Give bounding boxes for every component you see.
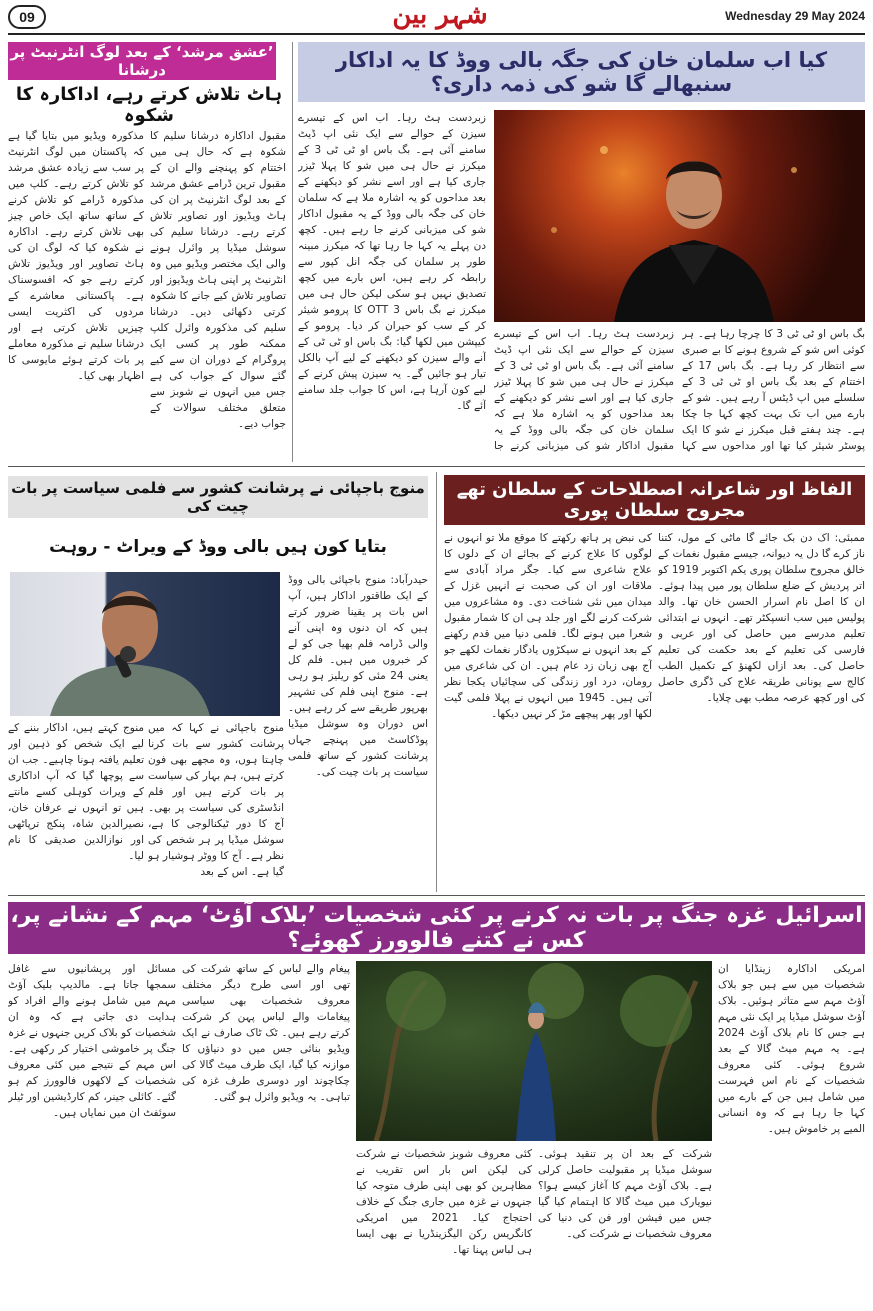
majrooh-body-left: کی نبض پر ہاتھ رکھتے کا موقع ملا تو انہوں نے لوگوں کا علاج کرنے کے بجائے ان کے دلوں کا علاج شاعری سے کیا۔ جگر مراد آبادی سے ملاقات اور ان کی صحبت نے انہیں غزل کے میدان میں نئی شناخت دی۔ وہ مشاعروں میں شرکت کرنے لگے اور جلد ہی ان کا شمار مقبول شعرا میں ہونے لگا۔ فلمی دنیا میں قدم رکھنے کے بعد انہوں نے سیکڑوں یادگار نغمات لکھے جو آج بھی زبان زد عام ہیں۔ ان کی شاعری میں رومان، درد اور زندگی کی سچائیاں یکجا نظر آتی ہیں۔ 1945 میں انہوں نے پہلا فلمی گیت لکھا اور پھر پیچھے مڑ کر نہیں دیکھا۔ [444,532,652,720]
salman-photo [494,110,865,322]
darshana-body-left: مقبول اداکارہ درشانا سلیم کا شکوہ ہے کہ حال ہی میں اختتام کو پہنچنے والے ان کے مقبول ترین ڈرامے عشق مرشد کے بعد لوگ انٹرنیٹ پر ان کی ہاٹ ویڈیوز اور تصاویر تلاش کرتے رہے۔ درشانا سلیم کی سوشل میڈیا پر وائرل ہونے والی ایک مختصر ویڈیو میں وہ انٹرنیٹ پر اپنی ہاٹ ویڈیوز اور تصاویر تلاش کیے جانے کا شکوہ کرتی دکھائی دیں۔ درشانا سلیم کی مذکورہ وائرل کلپ ممکنہ طور پر کسی ایک پروگرام کے دوران ان سے کیے گئے سوال کے جواب کی ہے جس میں انہوں نے شوبز سے متعلق مختلف سوالات کے جواب دیے۔ [150,130,286,430]
section-divider [8,466,865,467]
majrooh-body-right: ممبئی: اک دن بک جائے گا ماٹی کے مول، کتنا ناز کرے گا دل یہ دیوانہ، جیسے مقبول نغمات کے خالق مجروح سلطان پوری یکم اکتوبر 1919 کو اتر پردیش کے ضلع سلطان پور میں پیدا ہوئے۔ ان کا اصل نام اسرار الحسن خان تھا۔ والد پولیس میں سب انسپکٹر تھے۔ انہوں نے ابتدائی تعلیم مدرسے میں حاصل کی اور عربی و فارسی کی تعلیم کے بعد حکمت کی تعلیم حاصل کی۔ بعد ازاں لکھنؤ کے تکمیل الطب کالج سے یونانی طریقہ علاج کی ڈگری حاصل کی اور کچھ عرصہ مطب بھی چلایا۔ [658,532,865,704]
issue-date: Wednesday 29 May 2024 [725,9,865,23]
manoj-body-right: منوج کہتے ہیں، اداکار بننے کے لیے ایک شخص کو ذہین اور تعلیم یافتہ ہونا چاہیے۔ جب ان سے پوچھا گیا کہ آپ اداکاری کے ویرات کوہلی کسے مانتے ہیں تو انہوں نے عرفان خان، نصیرالدین شاہ، پنکج ترپاٹھی اور نوازالدین صدیقی کا نام لیا۔ [8,722,144,862]
darshana-body-right: مذکورہ ویڈیو میں بتایا گیا ہے کہ پاکستان میں لوگ انٹرنیٹ پر سب سے زیادہ عشق مرشد کو تلاش کرتے رہے۔ کلپ میں مذکورہ ڈرامے کو تلاش کرنے کے ساتھ ساتھ ایک خاص چیز بھی تلاش کرتے رہے۔ اداکارہ نے شکوہ کیا کہ لوگ ان کی ہاٹ تصاویر اور ویڈیوز تلاش کرتے رہے جو کہ افسوسناک ہے۔ پاکستانی معاشرے کے مردوں کی اکثریت ایسی چیزیں تلاش کرتی ہے اور درشانا سلیم نے مذکورہ معاملے پر بات کرتے ہوئے مایوسی کا اظہار بھی کیا۔ [8,130,144,382]
page-number: 09 [8,5,46,29]
masthead-title: شہر بین [392,0,488,30]
manoj-photo [10,572,280,716]
forest-illustration [356,961,712,1141]
column-divider [292,42,293,462]
column-divider [436,472,437,892]
manoj-top-headline: منوج باجپائی نے پرشانت کشور سے فلمی سیاست پر بات چیت کی [8,476,428,518]
manoj-body-mid: منوج باجپائی نے کہا کہ میں پرشانت کشور سے بات کرنا چاہتا ہوں، وہ مجھے بھی فون کرتے ہیں، ہم بہار کی سیاست پر بات کرتے ہیں اور فلم انڈسٹری کی سیاست پر بھی۔ آج کا دور ٹیکنالوجی کا ہے، سوشل میڈیا پر ہر شخص کی نظر ہے۔ آج کا ووٹر ہوشیار ہو گیا ہے۔ اس کے بعد [148,722,284,878]
section-divider [8,895,865,896]
metgala-photo [356,961,712,1141]
salman-body-right: بگ باس او ٹی ٹی 3 کا چرچا رہا ہے۔ ہر کوئی اس شو کے شروع ہونے کا بے صبری سے انتظار کر رہا ہے۔ بگ باس 17 کے اختتام کے بعد بگ باس او ٹی ٹی 3 کے سلسلے میں اپ ڈیٹس آ رہے ہیں۔ شو کے بارے میں اب تک بہت کچھ کہا جا چکا ہے۔ چند ہفتے قبل میکرز نے شو کا ایک پوسٹر شیئر کیا تھا اور مداحوں سے کہا [682,328,865,452]
manoj-illustration [10,572,280,716]
salman-headline: کیا اب سلمان خان کی جگہ بالی ووڈ کا یہ اداکار سنبھالے گا شو کی ذمہ داری؟ [298,42,865,102]
header-rule [8,33,865,35]
israel-body-col3: امریکی اداکارہ زینڈایا ان شخصیات میں سے ہیں جو بلاک آؤٹ مہم سے متاثر ہوئیں۔ بلاک آؤٹ سوشل میڈیا پر ایک نئی مہم ہے جس کا نام بلاک آؤٹ 2024 ہے۔ یہ مہم میٹ گالا کے بعد شروع ہوئی۔ کئی معروف شخصیات کے نام اس فہرست میں شامل ہیں جن کے بارے میں کہا جا رہا ہے کہ وہ انسانی المیے پر خاموش ہیں۔ [718,963,865,1135]
salman-body-bottom: زبردست ہٹ رہا۔ اب اس کے تیسرے سیزن کے حوالے سے ایک نئی اپ ڈیٹ سامنے آئی ہے۔ بگ باس او ٹی ٹی 3 کے میکرز نے حال ہی میں شو کا پہلا ٹیزر جاری کیا ہے اور اسے نشر کو دیکھنے کے بعد مداحوں کو یہ اشارہ ملا ہے کہ سلمان خان کی جگہ بالی ووڈ کے یہ مقبول اداکار شو کی میزبانی کرنے جا [494,328,674,452]
darshana-tag: ’عشق مرشد‘ کے بعد لوگ انٹرنیٹ پر درشانا [8,42,276,80]
israel-headline: اسرائیل غزہ جنگ پر بات نہ کرنے پر کئی شخصیات ’بلاک آؤٹ‘ مہم کے نشانے پر، کس نے کتنے فالوورز کھوئے؟ [8,902,865,954]
manoj-sub-headline: بتایا کون ہیں بالی ووڈ کے ویراٹ - روہت [49,536,387,557]
israel-under-photo-right: شرکت کے بعد ان پر تنقید ہوئی۔ سوشل میڈیا پر مقبولیت حاصل کرلی ہے۔ بلاک آؤٹ مہم کا آغاز کیسے ہوا؟ نیویارک میں میٹ گالا کا اہتمام کیا گیا جس میں فیشن اور فن کی دنیا کی معروف شخصیات نے شرکت کی۔ [538,1148,712,1240]
israel-body-col2: پیغام والے لباس کے ساتھ شرکت کی تھی اور اسی طرح دیگر مختلف معروف شخصیات بھی سیاسی پیغامات والے لباس پہن کر شرکت کرتے رہے ہیں۔ ٹک ٹاک صارف نے ایک ویڈیو بنائی جس میں دو دنیاؤں کا موازنہ کیا گیا، ایک طرف میٹ گالا کی چکاچوند اور دوسری طرف غزہ کی تباہی۔ یہ ویڈیو وائرل ہو گئی۔ [182,963,350,1103]
salman-illustration [494,110,865,322]
majrooh-headline: الفاظ اور شاعرانہ اصطلاحات کے سلطان تھے مجروح سلطان پوری [444,475,865,525]
darshana-headline: ہاٹ تلاش کرتے رہے، اداکارہ کا شکوہ [15,84,283,126]
israel-body-col1: مسائل اور پریشانیوں سے غافل سمجھا جاتا ہے۔ مالدیپ بلیک آؤٹ مہم میں شامل ہونے والے افراد کو ہدایت دی جاتی ہے کہ وہ ان شخصیات کو بلاک کریں جنہوں نے غزہ جنگ پر خاموشی اختیار کر رکھی ہے۔ اس مہم کے نتیجے میں کئی معروف شخصیات کے لاکھوں فالوورز کم ہو گئے۔ کائلی جینر، کم کارڈیشین اور ٹیلر سوئفٹ ان میں نمایاں ہیں۔ [8,963,176,1119]
manoj-body-left: حیدرآباد: منوج باجپائی بالی ووڈ کے ایک طاقتور اداکار ہیں، آپ اس بات پر یقینا ضرور کرتے ہیں کہ ان دنوں وہ اپنی آنے والی ڈرامہ فلم بھیا جی کو لے کر خبروں میں ہیں۔ فلم کل یعنی 24 مئی کو ریلیز ہو رہی ہے۔ منوج اپنی فلم کی تشہیر بھرپور طریقے سے کر رہے ہیں۔ اس دوران وہ سوشل میڈیا پوڈکاسٹ میں پہنچے جہاں پرشانت کشور کے ساتھ فلمی سیاست پر بات چیت کی۔ [288,574,428,778]
salman-body-left: زبردست ہٹ رہا۔ اب اس کے تیسرے سیزن کے حوالے سے ایک نئی اپ ڈیٹ سامنے آئی ہے۔ بگ باس او ٹی ٹی 3 کے میکرز نے حال ہی میں شو کا پہلا ٹیزر جاری کیا ہے اور اسے نشر کو دیکھنے کے بعد مداحوں کو یہ اشارہ ملا ہے کہ سلمان خان کی جگہ بالی ووڈ کے یہ مقبول اداکار شو کی میزبانی کرنے جا رہے ہیں۔ کچھ دن پہلے یہ کہا جا رہا تھا کہ میکرز مبینہ طور پر سلمان کی جگہ انل کپور سے رابطہ کر رہے ہیں، اس بارے میں کچھ تصدیق نہیں ہو سکی لیکن حال ہی میں میکرز نے بگ باس 3 OTT کا پرومو شیئر کر کے سب کو حیران کر دیا۔ پرومو کے کیپشن میں لکھا گیا: بگ باس او ٹی ٹی کے آنے والے سیزن کو دیکھنے کے لیے آپ بالکل تیار ہو جائیں گے۔ یہ سیزن پیش کرنے کے لیے کون آرہا ہے، اس کا جواب جلد سامنے آئے گا۔ [298,112,486,412]
masthead-logo [385,0,495,36]
israel-under-photo-left: کئی معروف شوبز شخصیات نے شرکت کی لیکن اس بار اس تقریب نے مظاہرین کو بھی اپنی طرف متوجہ کیا جنہوں نے غزہ میں جاری جنگ کے خلاف احتجاج کیا۔ 2021 میں امریکی کانگریس رکن الیگزینڈریا نے بھی ایسا ہی لباس پہنا تھا۔ [356,1148,532,1256]
